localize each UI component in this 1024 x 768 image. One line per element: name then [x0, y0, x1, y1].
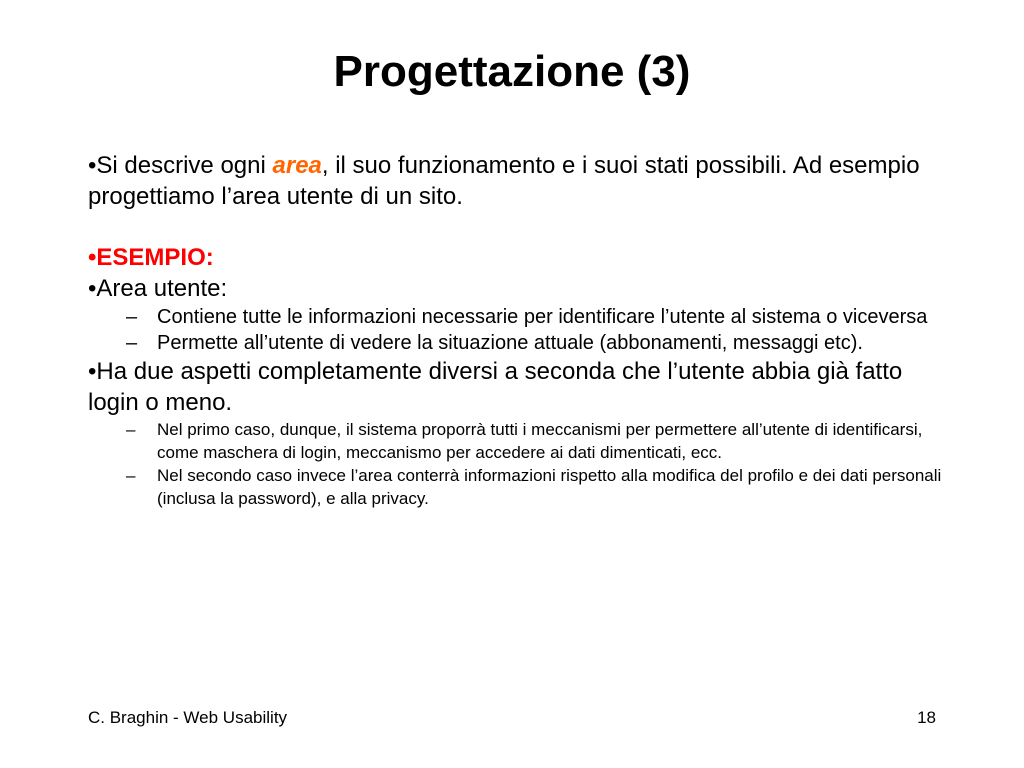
sub-bullet-text: Nel primo caso, dunque, il sistema proporrà tutti i meccanismi per permettere all’utente di identificarsi, come maschera di login, meccanismo per accedere ai dati dimenticati, ecc. — [157, 420, 923, 462]
dash-marker: – — [126, 306, 138, 328]
highlight-area: area — [272, 152, 322, 179]
bullet-area-description — [88, 150, 948, 212]
sub-bullet-text: Permette all’utente di vedere la situazione attuale (abbonamenti, messaggi etc). — [157, 332, 863, 354]
dash-marker: – — [126, 332, 138, 354]
slide-body — [88, 150, 948, 510]
bullet-text-prefix: •Si descrive ogni — [88, 152, 273, 179]
slide-title: Progettazione (3) — [333, 47, 691, 96]
sub-bullet-secondo-caso — [88, 464, 948, 510]
footer-page-number: 18 — [917, 708, 936, 727]
bullet-area-utente: •Area utente: — [88, 275, 228, 302]
bullet-text-suffix: , il suo funzionamento e i suoi stati possibili. Ad esempio progettiamo l’area utente di un sito. — [88, 152, 920, 210]
sub-bullet-text: Contiene tutte le informazioni necessarie per identificare l’utente al sistema o viceversa — [157, 306, 928, 328]
sub-bullet-primo-caso — [88, 418, 948, 464]
sub-bullet-contiene — [88, 304, 948, 330]
dash-marker: – — [126, 420, 136, 439]
bullet-due-aspetti: •Ha due aspetti completamente diversi a seconda che l’utente abbia già fatto login o meno. — [88, 358, 903, 416]
spacer — [88, 212, 948, 242]
sub-bullet-permette — [88, 330, 948, 356]
dash-marker: – — [126, 466, 136, 485]
bullet-esempio: •ESEMPIO: — [88, 244, 214, 271]
footer-author: C. Braghin - Web Usability — [88, 708, 288, 727]
sub-bullet-text: Nel secondo caso invece l’area conterrà informazioni rispetto alla modifica del profilo e dei dati personali (inclusa la password), e alla privacy. — [157, 466, 942, 508]
